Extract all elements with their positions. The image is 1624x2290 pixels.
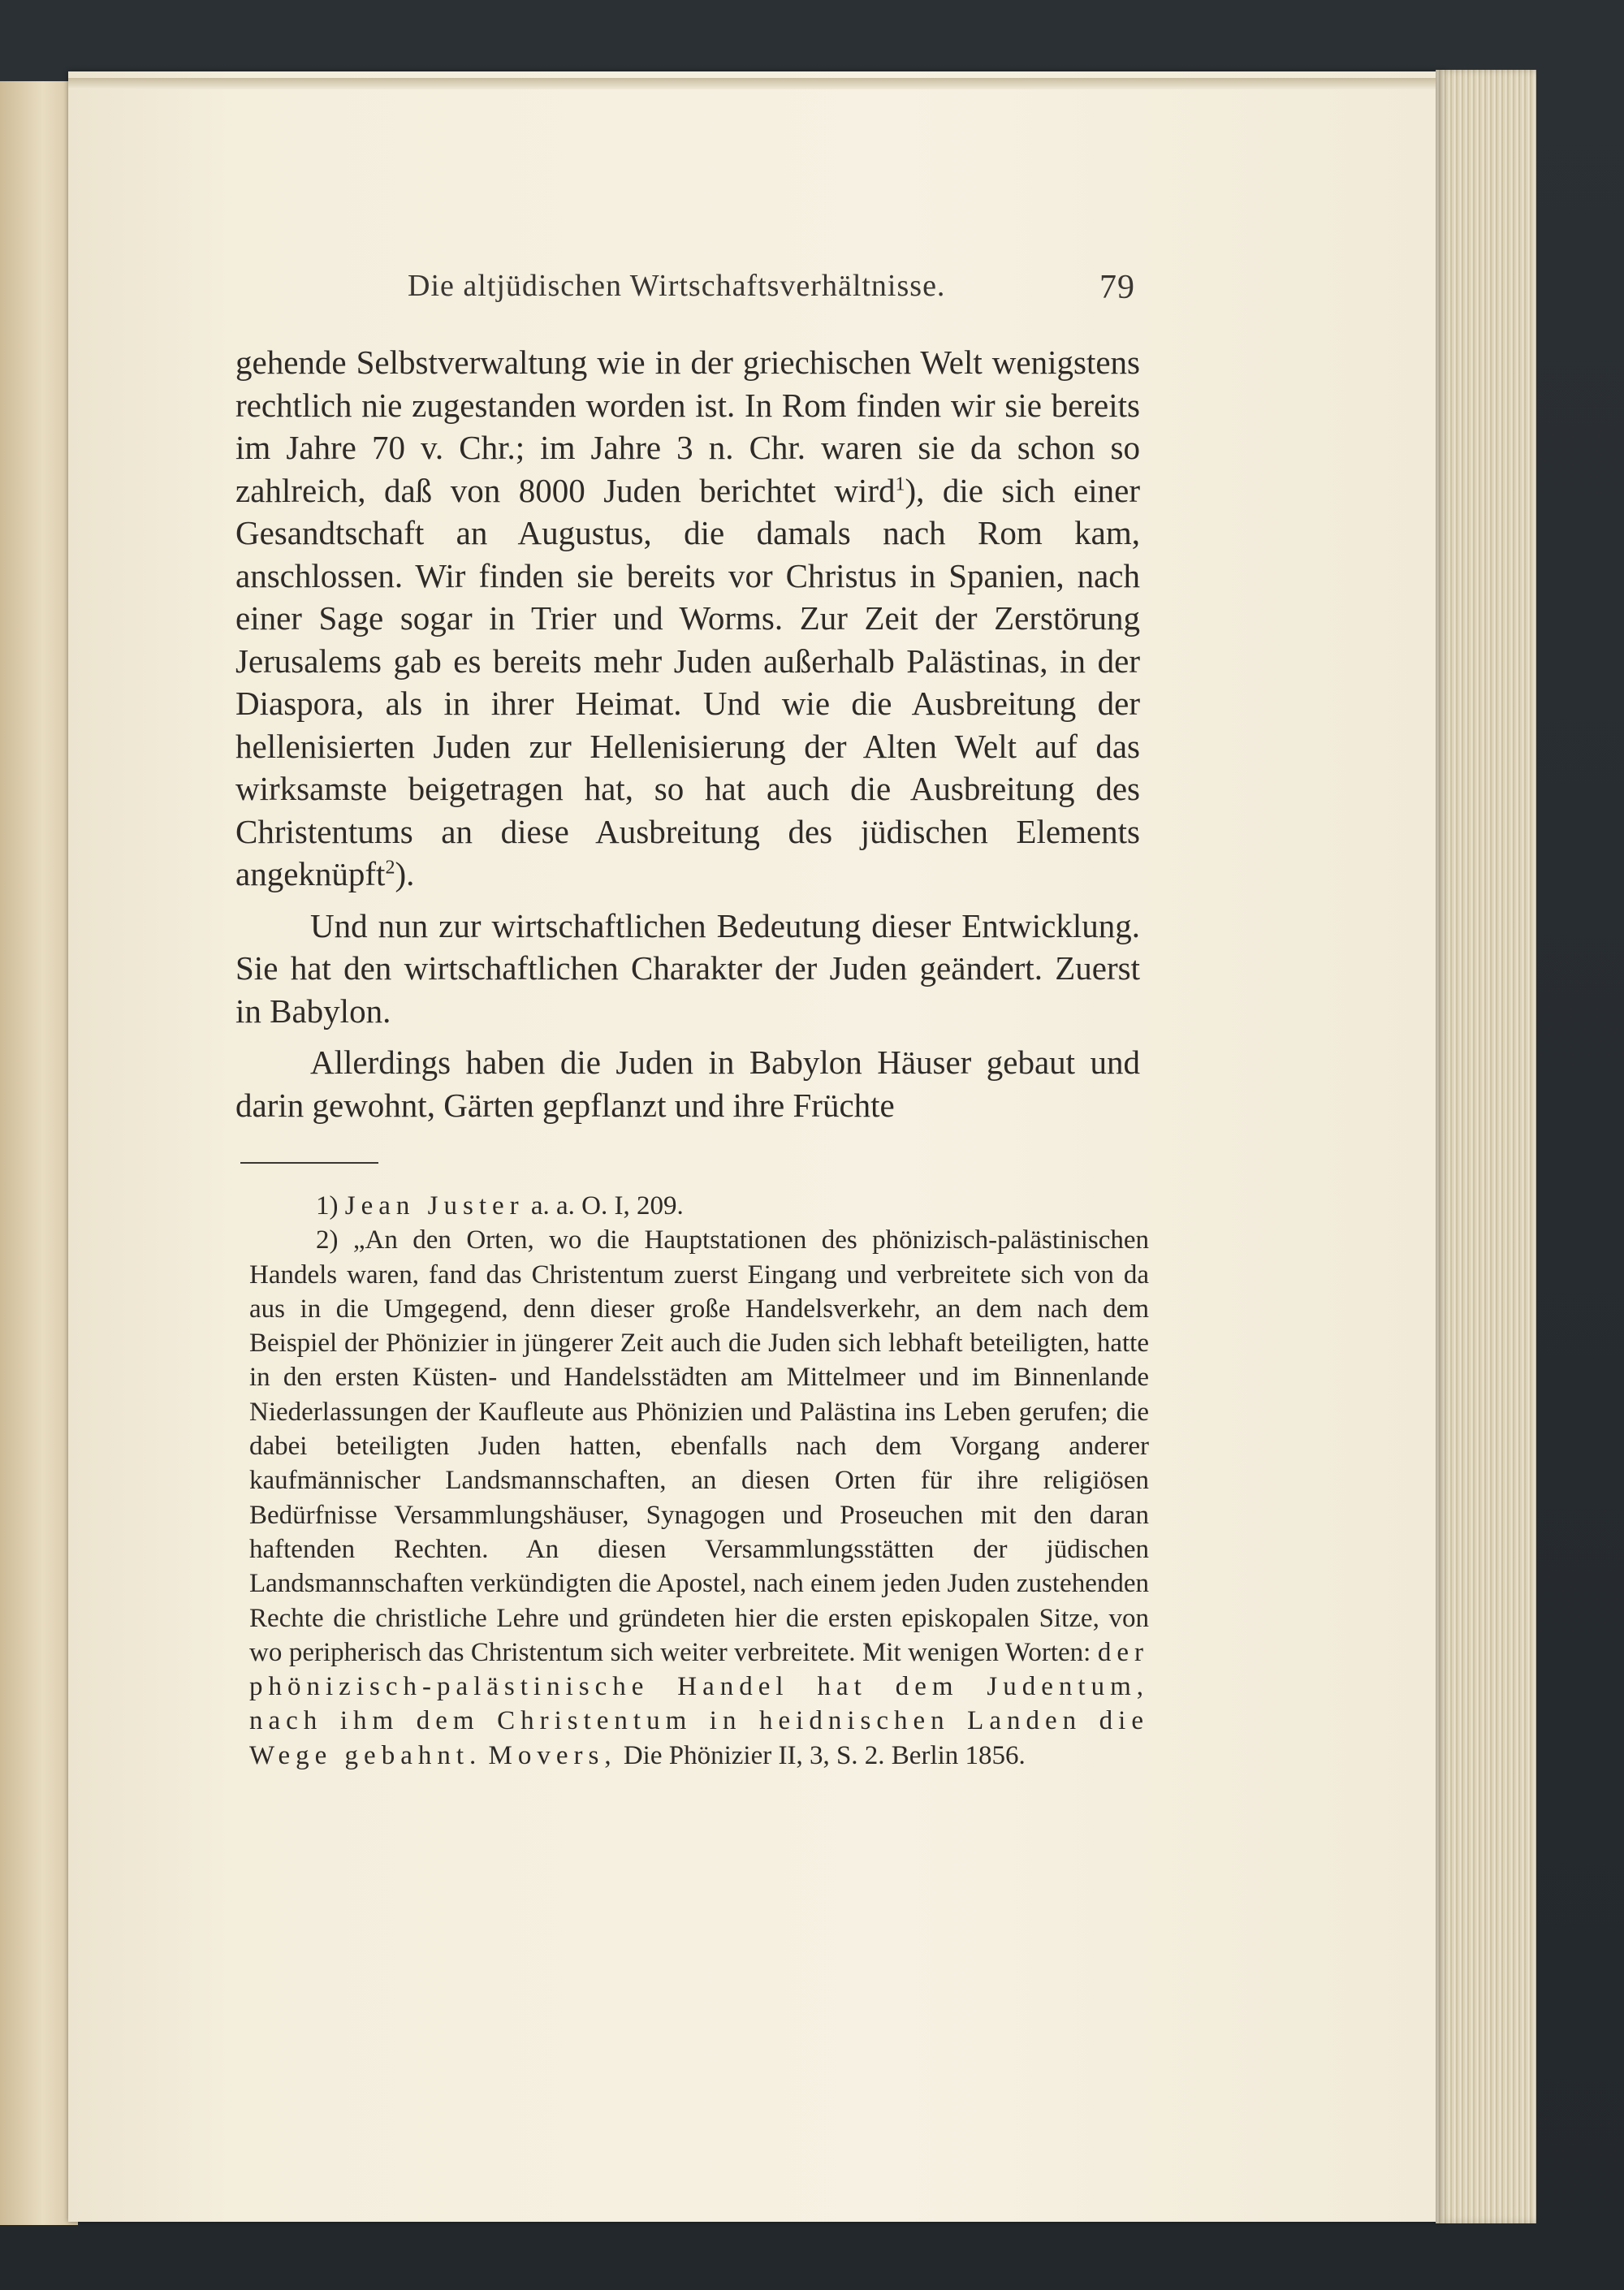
footnote-2 [249, 1223, 1149, 1773]
footnote-1-citation: a. a. O. I, 209. [530, 1191, 684, 1221]
footnote-rule [240, 1162, 378, 1164]
footnote-ref-1: 1 [895, 473, 905, 495]
footnote-2-text: „An den Orten, wo die Hauptstationen des phönizisch-palästinischen Handels waren, fand das Christentum zuerst Eingang und verbreitete sich von da aus in die Umgegend, denn dieser große Handelsverkehr, an dem nach dem Beispiel der Phönizier in jüngerer Zeit auch die Juden sich lebhaft beteiligten, hatte in den ersten Küsten- und Handelsstädten am Mittelmeer und im Binnenlande Niederlassungen der Kaufleute aus Phönizien und Palästina ins Leben gerufen; die dabei beteiligten Juden hatten, ebenfalls nach dem Vorgang anderer kaufmännischer Landsmannschaften, an diesen Orten für ihre religiösen Bedürfnisse Versammlungshäuser, Synagogen und Proseuchen mit den daran haftenden Rechten. An diesen Versammlungsstätten der jüdischen Landsmannschaften verkündigten die Apostel, nach einem jeden Juden zustehenden Rechte die christliche Lehre und gründeten hier die ersten episkopalen Sitze, von wo peripherisch das Christentum sich weiter verbreitete. Mit wenigen Worten: [249, 1225, 1149, 1667]
footnotes [249, 1189, 1149, 1773]
left-page-edge [0, 81, 78, 2225]
paragraph-1 [235, 341, 1140, 896]
running-header: Die altjüdischen Wirtschaftsverhältnisse. [408, 269, 946, 303]
page-number: 79 [1099, 269, 1135, 306]
page-edges [1436, 70, 1536, 2223]
paragraph-2: Und nun zur wirtschaftlichen Bedeutung dieser Entwicklung. Sie hat den wirtschaftlichen Charakter der Juden geändert. Zuerst in Babylon. [235, 906, 1140, 1030]
paragraph-1-part-b: ), die sich einer Gesandtschaft an Augustus, die damals nach Rom kam, anschlossen. Wir finden sie bereits vor Christus in Spanien, nach einer Sage sogar in Trier und Worms. Zur Zeit der Zerstörung Jerusalems gab es bereits mehr Juden außerhalb Palästinas, in der Diaspora, als in ihrer Heimat. Und wie die Ausbreitung der hellenisierten Juden zur Hellenisierung der Alten Welt auf das wirksamste beigetragen hat, so hat auch die Ausbreitung des Christentums an diese Ausbreitung des jüdischen Elements angeknüpft [235, 471, 1140, 892]
paragraph-1-part-c: ). [395, 855, 415, 892]
paragraph-1-part-a: gehende Selbstverwaltung wie in der griechischen Welt wenigstens rechtlich nie zugestanden worden ist. In Rom finden wir sie bereits im Jahre 70 v. Chr.; im Jahre 3 n. Chr. waren sie da schon so zahlreich, daß von 8000 Juden berichtet wird [235, 344, 1140, 509]
footnote-2-source: Die Phönizier II, 3, S. 2. Berlin 1856. [623, 1740, 1026, 1770]
page-top-shadow [68, 78, 1445, 89]
footnote-2-number: 2) [316, 1225, 339, 1255]
footnote-1 [249, 1189, 1149, 1223]
body-text [235, 341, 1140, 1126]
footnote-2-author: Movers, [488, 1740, 617, 1770]
paragraph-3: Allerdings haben die Juden in Babylon Häuser gebaut und darin gewohnt, Gärten gepflanzt und ihre Früchte [235, 1043, 1140, 1124]
footnote-ref-2: 2 [385, 857, 395, 879]
footnote-1-author: Jean Juster [344, 1191, 525, 1221]
footnote-1-number: 1) [316, 1191, 339, 1221]
footnote-2-spaced-quote: der phönizisch-palästinische Handel hat dem Judentum, nach ihm dem Christentum in heidnischen Landen die Wege gebahnt. [249, 1637, 1149, 1770]
